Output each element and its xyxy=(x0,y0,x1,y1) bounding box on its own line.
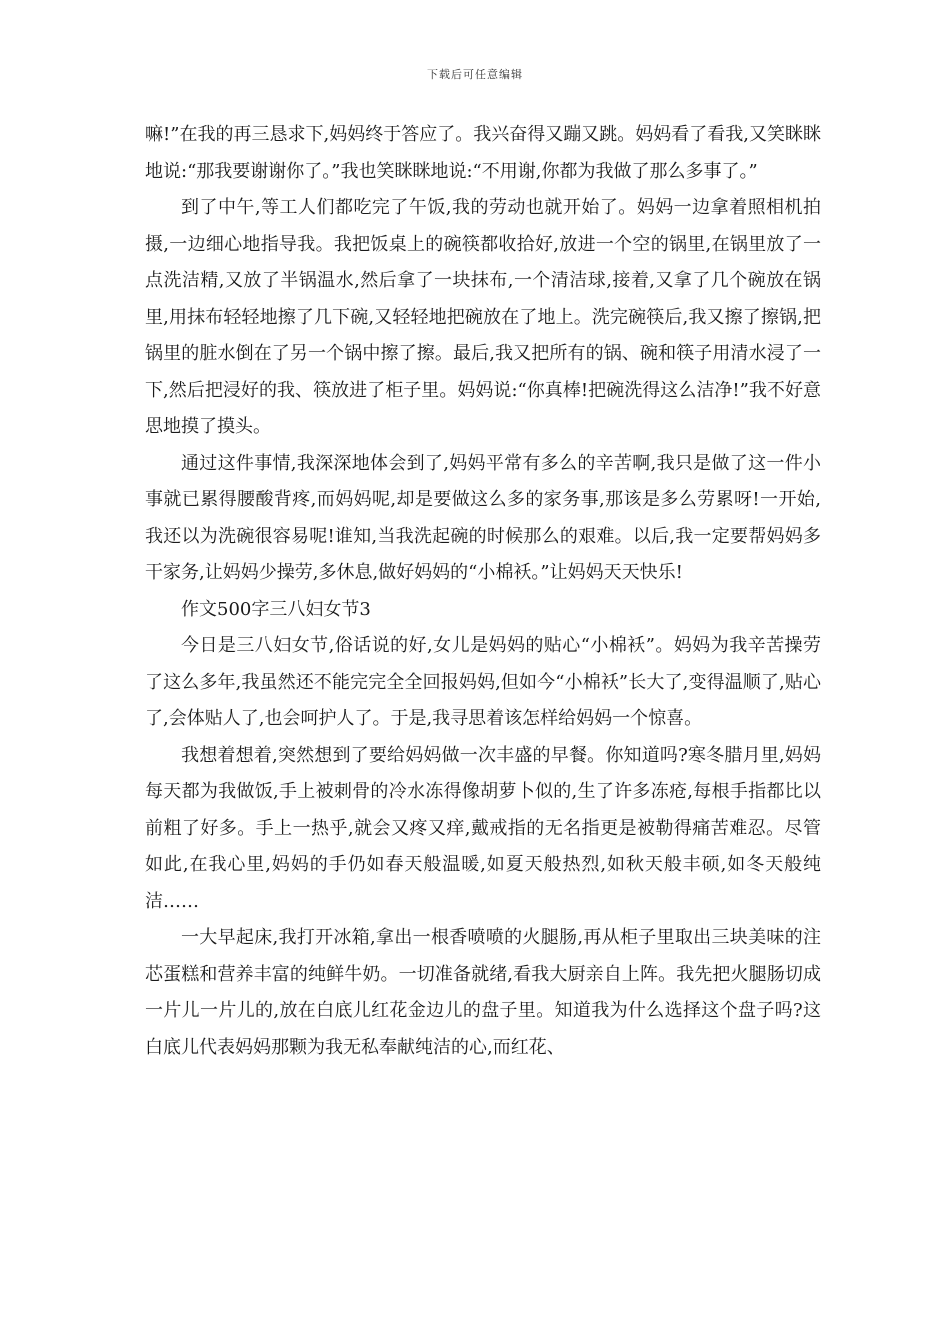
paragraph-4: 今日是三八妇女节,俗话说的好,女儿是妈妈的贴心“小棉袄”。妈妈为我辛苦操劳了这么多年,我虽然还不能完完全全回报妈妈,但如今“小棉袄”长大了,变得温顺了,贴心了,会体贴人了,也会呵护人了。于是,我寻思着该怎样给妈妈一个惊喜。 xyxy=(145,635,821,729)
paragraph-1: 嘛!”在我的再三恳求下,妈妈终于答应了。我兴奋得又蹦又跳。妈妈看了看我,又笑眯眯地说:“那我要谢谢你了。”我也笑眯眯地说:“不用谢,你都为我做了那么多事了。” xyxy=(145,124,821,182)
paragraph-3: 通过这件事情,我深深地体会到了,妈妈平常有多么的辛苦啊,我只是做了这一件小事就已累得腰酸背疼,而妈妈呢,却是要做这么多的家务事,那该是多么劳累呀!一开始,我还以为洗碗很容易呢!谁知,当我洗起碗的时候那么的艰难。以后,我一定要帮妈妈多干家务,让妈妈少操劳,多休息,做好妈妈的“小棉袄。”让妈妈天天快乐! xyxy=(145,452,821,583)
paragraph-5: 我想着想着,突然想到了要给妈妈做一次丰盛的早餐。你知道吗?寒冬腊月里,妈妈每天都为我做饭,手上被刺骨的冷水冻得像胡萝卜似的,生了许多冻疮,每根手指都比以前粗了好多。手上一热乎,就会又疼又痒,戴戒指的无名指更是被勒得痛苦难忍。尽管如此,在我心里,妈妈的手仍如春天般温暖,如夏天般热烈,如秋天般丰硕,如冬天般纯洁…… xyxy=(145,744,821,912)
document-body xyxy=(145,117,821,1066)
paragraph-2: 到了中午,等工人们都吃完了午饭,我的劳动也就开始了。妈妈一边拿着照相机拍摄,一边细心地指导我。我把饭桌上的碗筷都收拾好,放进一个空的锅里,在锅里放了一点洗洁精,又放了半锅温水,然后拿了一块抹布,一个清洁球,接着,又拿了几个碗放在锅里,用抹布轻轻地擦了几下碗,又轻轻地把碗放在了地上。洗完碗筷后,我又擦了擦锅,把锅里的脏水倒在了另一个锅中擦了擦。最后,我又把所有的锅、碗和筷子用清水浸了一下,然后把浸好的我、筷放进了柜子里。妈妈说:“你真棒!把碗洗得这么洁净!”我不好意思地摸了摸头。 xyxy=(145,197,821,437)
paragraph-6: 一大早起床,我打开冰箱,拿出一根香喷喷的火腿肠,再从柜子里取出三块美味的注芯蛋糕和营养丰富的纯鲜牛奶。一切准备就绪,看我大厨亲自上阵。我先把火腿肠切成一片儿一片儿的,放在白底儿红花金边儿的盘子里。知道我为什么选择这个盘子吗?这白底儿代表妈妈那颗为我无私奉献纯洁的心,而红花、 xyxy=(145,927,821,1058)
section-heading: 作文500字三八妇女节3 xyxy=(181,598,371,620)
page-header: 下载后可任意编辑 xyxy=(427,68,523,81)
